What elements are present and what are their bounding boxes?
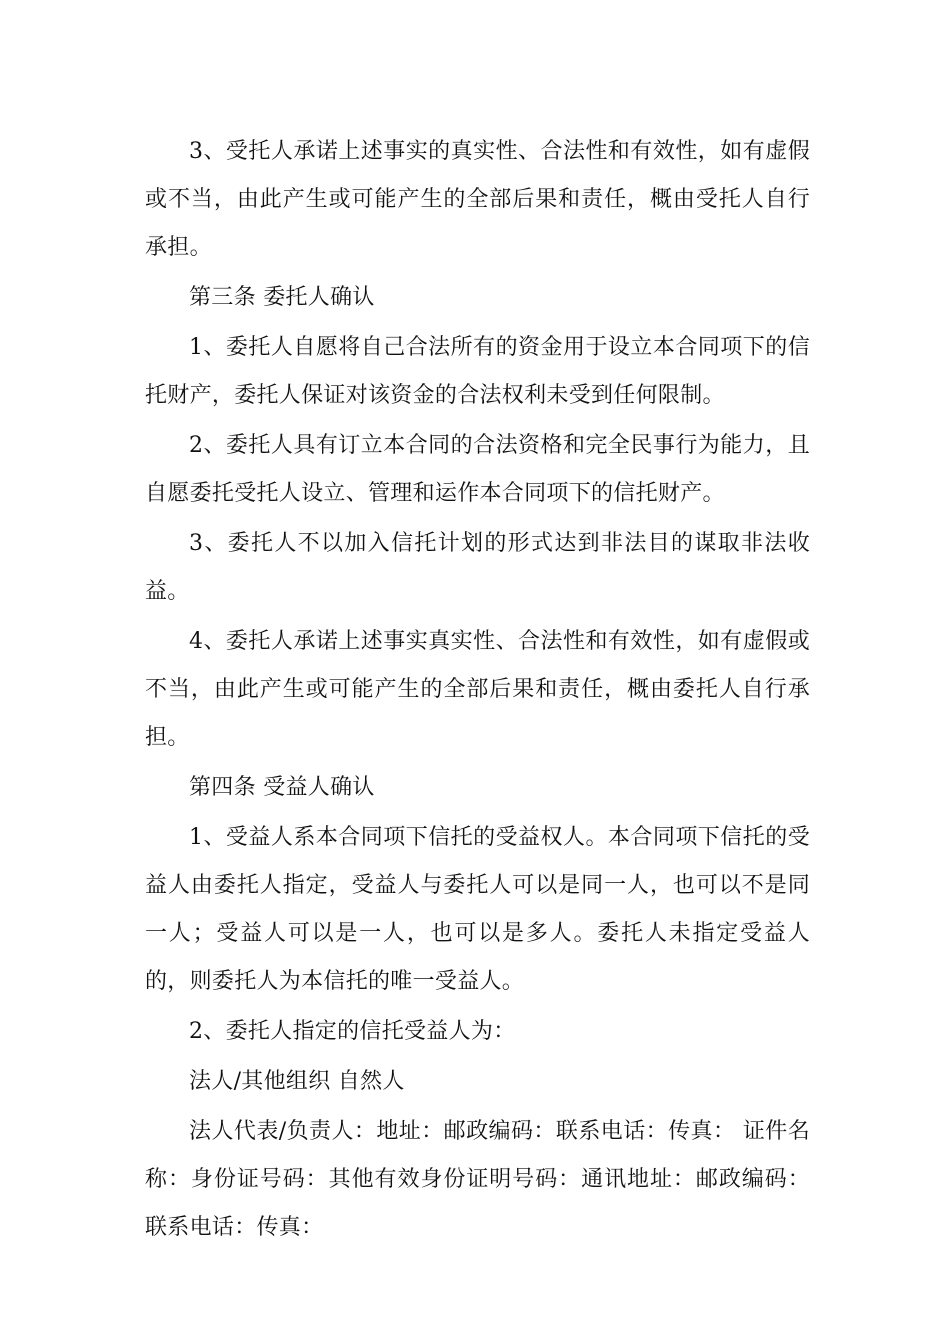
paragraph-settlor-funds: 1、委托人自愿将自己合法所有的资金用于设立本合同项下的信托财产，委托人保证对该资金的合法权利未受到任何限制。: [145, 335, 810, 408]
paragraph-beneficiary-rights: 1、受益人系本合同项下信托的受益权人。本合同项下信托的受益人由委托人指定，受益人与委托人可以是同一人，也可以不是同一人；受益人可以是一人，也可以是多人。委托人未指定受益人的，则委托人为本信托的唯一受益人。: [145, 825, 810, 994]
paragraph-settlor-no-illegal-purpose: 3、委托人不以加入信托计划的形式达到非法目的谋取非法收益。: [145, 531, 810, 604]
heading-article-4-beneficiary-confirmation: 第四条 受益人确认: [189, 775, 375, 800]
paragraph-beneficiary-contact-fields: 法人代表/负责人：地址：邮政编码：联系电话：传真： 证件名称：身份证号码：其他有效身份证明号码：通讯地址：邮政编码：联系电话：传真：: [145, 1119, 810, 1240]
paragraph-settlor-commitment: 4、委托人承诺上述事实真实性、合法性和有效性，如有虚假或不当，由此产生或可能产生的全部后果和责任，概由委托人自行承担。: [145, 629, 810, 750]
heading-article-3-settlor-confirmation: 第三条 委托人确认: [189, 285, 375, 310]
paragraph-beneficiary-type: 法人/其他组织 自然人: [189, 1069, 405, 1094]
document-body: [145, 128, 810, 1252]
paragraph-settlor-capacity: 2、委托人具有订立本合同的合法资格和完全民事行为能力，且自愿委托受托人设立、管理和运作本合同项下的信托财产。: [145, 433, 810, 506]
paragraph-designated-beneficiary: 2、委托人指定的信托受益人为：: [189, 1019, 516, 1044]
paragraph-trustee-commitment: 3、受托人承诺上述事实的真实性、合法性和有效性，如有虚假或不当，由此产生或可能产生的全部后果和责任，概由受托人自行承担。: [145, 139, 810, 260]
